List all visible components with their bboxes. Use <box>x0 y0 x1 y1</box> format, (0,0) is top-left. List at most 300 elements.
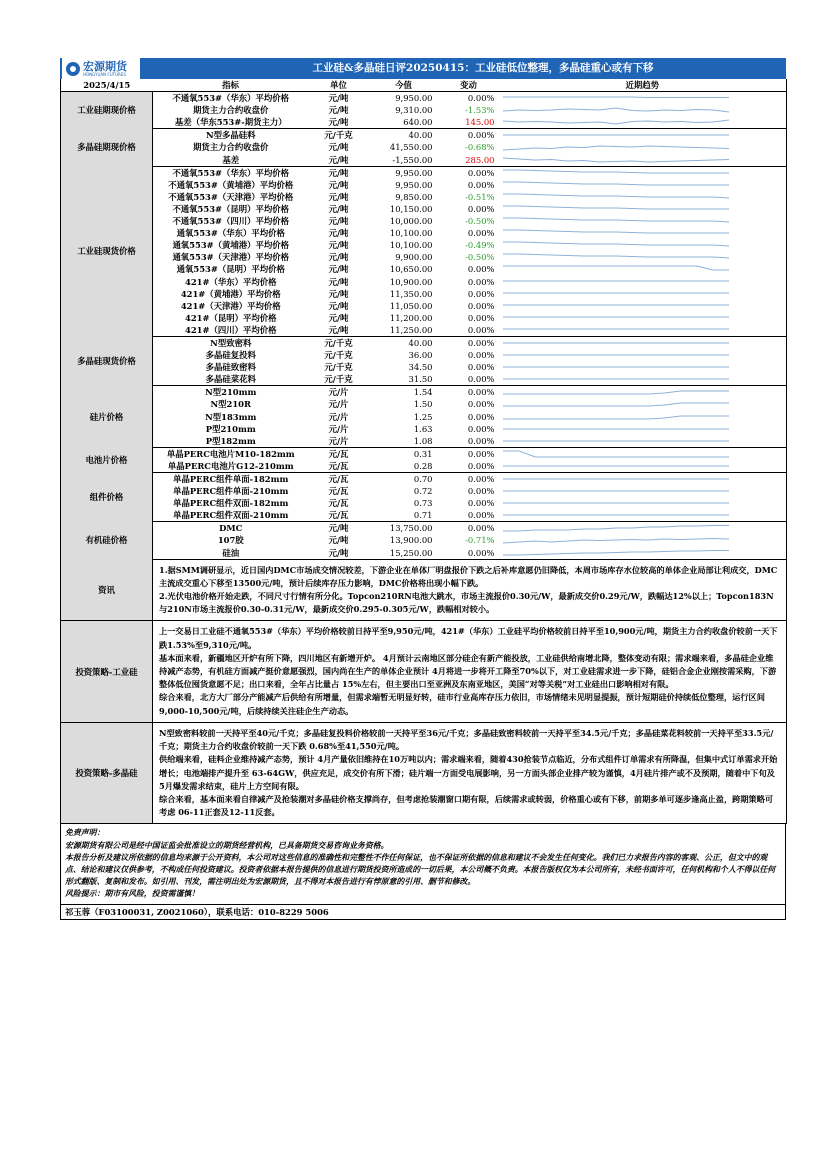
indicator-name: 421#（昆明）平均价格 <box>185 312 277 323</box>
trend-sparkline <box>499 547 787 559</box>
trend-sparkline <box>499 497 787 509</box>
indicator-name: 多晶硅致密料 <box>205 362 256 373</box>
change-cell: 0.00% <box>467 399 495 410</box>
table-row <box>61 239 787 251</box>
trend-line <box>503 550 729 555</box>
indicator-name: 单晶PERC组件单面-210mm <box>173 486 289 497</box>
table-header-row <box>61 79 787 92</box>
trend-line <box>503 194 729 198</box>
change-cell: 0.00% <box>467 167 495 178</box>
change-cell: 0.00% <box>467 93 495 104</box>
indicator-name: P型182mm <box>153 435 309 448</box>
trend-sparkline <box>499 473 787 485</box>
change-cell: -0.50% <box>465 216 495 227</box>
trend-cell <box>499 276 787 288</box>
value-cell: 9,950.00 <box>395 179 433 190</box>
indicator-name: N型183mm <box>205 411 257 422</box>
change-cell: 285.00 <box>439 154 499 167</box>
unit-cell: 元/吨 <box>328 105 349 116</box>
unit-cell: 元/千克 <box>324 350 353 361</box>
change-cell: 0.00% <box>467 350 495 361</box>
value-cell: 40.00 <box>408 130 433 141</box>
trend-cell <box>499 447 787 460</box>
trend-cell <box>499 215 787 227</box>
text-section <box>61 559 787 621</box>
trend-sparkline <box>499 215 787 227</box>
unit-cell: 元/吨 <box>328 288 349 299</box>
table-row <box>61 154 787 167</box>
trend-sparkline <box>499 276 787 288</box>
table-row <box>61 166 787 179</box>
trend-cell <box>499 203 787 215</box>
table-row <box>61 141 787 153</box>
disclaimer-title: 免责声明： <box>65 828 105 838</box>
section-paragraph: N型致密料较前一天持平至40元/千克；多晶硅复投料价格较前一天持平至36元/千克；多晶硅致密料较前一天持平至34.5元/千克；多晶硅菜花料较前一天持平至33.5元/千克；期货主力合约收盘价较前一天下跌 0.68%至41,550元/吨。 <box>159 727 774 752</box>
category-label: 组件价格 <box>61 473 153 522</box>
change-cell: 0.00% <box>439 373 499 386</box>
unit-cell: 元/片 <box>309 435 369 448</box>
trend-cell <box>499 423 787 435</box>
change-cell: -0.71% <box>465 535 495 546</box>
section-paragraph: 基本面来看，新疆地区开炉有所下降，四川地区有新增开炉。 4月预计云南地区部分硅企有新产能投放，工业硅供给南增北降，整体变动有限；需求端来看，多晶硅企业维持减产态势，有机硅方面减产挺价意愿强烈，国内尚在生产的单体企业预计 4月将进一步将开工降至70%以下，对工业硅需求进一步下降，硅铝合金企业刚按需采购，下游整体低位囤货意愿不足；出口来看，全年占比量占 15%左右，但主要出口至亚洲及东南亚地区，美国“对等关税”对工业硅出口影响相对有限。 <box>159 652 777 690</box>
trend-sparkline <box>499 239 787 251</box>
unit-cell: 元/吨 <box>328 216 349 227</box>
change-cell: 0.00% <box>467 423 495 434</box>
value-cell: 9,850.00 <box>395 191 433 202</box>
unit-cell: 元/吨 <box>328 93 349 104</box>
table-row <box>61 435 787 448</box>
value-cell: 10,150.00 <box>389 203 433 214</box>
trend-line <box>503 230 729 233</box>
trend-line <box>503 242 729 246</box>
indicator-name: 多晶硅复投料 <box>205 350 256 361</box>
trend-sparkline <box>499 104 787 116</box>
trend-cell <box>499 373 787 386</box>
indicator-name: 不通氧553#（黄埔港）平均价格 <box>168 179 294 190</box>
table-row <box>61 116 787 129</box>
trend-cell <box>499 191 787 203</box>
trend-sparkline <box>499 386 787 398</box>
value-cell: 1.63 <box>413 423 433 434</box>
trend-sparkline <box>499 154 787 166</box>
text-section <box>61 621 787 722</box>
trend-cell <box>499 460 787 473</box>
category-label: 工业硅期现价格 <box>61 92 153 129</box>
change-cell: -1.53% <box>465 105 495 116</box>
value-cell: 9,900.00 <box>395 252 433 263</box>
table-row <box>61 324 787 337</box>
trend-sparkline <box>499 349 787 361</box>
trend-cell <box>499 336 787 349</box>
trend-cell <box>499 522 787 535</box>
change-header: 变动 <box>439 79 499 92</box>
trend-sparkline <box>499 288 787 300</box>
change-cell: 0.00% <box>439 547 499 560</box>
section-label: 投资策略-多晶硅 <box>61 722 153 823</box>
trend-cell <box>499 288 787 300</box>
table-row <box>61 263 787 275</box>
trend-cell <box>499 534 787 546</box>
value-cell: 10,100.00 <box>389 240 433 251</box>
change-cell: 0.00% <box>467 179 495 190</box>
trend-line <box>503 158 729 162</box>
table-row <box>61 336 787 349</box>
indicator-name: 421#（天津港）平均价格 <box>180 300 281 311</box>
unit-cell: 元/千克 <box>324 130 353 141</box>
value-cell: 0.72 <box>413 486 433 497</box>
indicator-name: 期货主力合约收盘价 <box>193 142 269 153</box>
change-cell: 145.00 <box>439 116 499 129</box>
trend-line <box>503 218 729 222</box>
unit-cell: 元/瓦 <box>328 486 349 497</box>
trend-line <box>503 526 729 532</box>
unit-cell: 元/吨 <box>328 535 349 546</box>
change-cell: 0.00% <box>467 276 495 287</box>
value-cell: 11,050.00 <box>389 300 433 311</box>
indicator-name: P型210mm <box>205 423 256 434</box>
value-cell: 0.73 <box>413 498 433 509</box>
trend-sparkline <box>499 460 787 472</box>
table-row <box>61 547 787 560</box>
table-row <box>61 509 787 522</box>
indicator-name: N型210R <box>210 399 251 410</box>
trend-sparkline <box>499 535 787 547</box>
change-cell: 0.00% <box>467 203 495 214</box>
indicator-name: 通氧553#（华东）平均价格 <box>176 228 285 239</box>
section-paragraph: 供给端来看，硅料企业维持减产态势，预计 4月产量依旧维持在10万吨以内；需求端来看，随着430抢装节点临近，分布式组件订单需求有所降温，但集中式订单需求开始增长；电池端排产提升至 63-64GW，供应充足，成交价有所下滑；硅片端一方面受电展影响，另一方面头部企业排产较为谨慎，4月硅片排产或不及预期，随着中下旬及5月爆发需求结束，硅片上方空间有限。 <box>159 754 778 791</box>
change-cell: 0.00% <box>439 460 499 473</box>
unit-cell: 元/千克 <box>324 362 353 373</box>
report-sheet <box>60 58 786 920</box>
trend-sparkline <box>499 312 787 324</box>
unit-cell: 元/瓦 <box>328 474 349 484</box>
table-row <box>61 227 787 239</box>
value-cell: 1.08 <box>369 435 439 448</box>
trend-cell <box>499 141 787 153</box>
trend-line <box>503 391 729 394</box>
trend-cell <box>499 312 787 324</box>
value-cell: 640.00 <box>369 116 439 129</box>
section-paragraph: 综合来看，基本面来看自律减产及抢装潮对多晶硅价格支撑尚存，但考虑抢装潮窗口期有限，后续需求或转弱，价格重心或有下移，前期多单可逐步逢高止盈，跨期策略可考虑 06-11正套及12-11反套。 <box>159 793 774 818</box>
disclaimer <box>60 824 786 904</box>
table-row <box>61 179 787 191</box>
today-header: 今值 <box>369 79 439 92</box>
table-row <box>61 373 787 386</box>
trend-sparkline <box>499 337 787 349</box>
trend-line <box>503 451 729 457</box>
change-cell: 0.00% <box>467 228 495 239</box>
section-label: 投资策略-工业硅 <box>61 621 153 722</box>
value-cell: 13,750.00 <box>389 523 433 534</box>
trend-line <box>503 266 729 270</box>
value-cell: 41,550.00 <box>389 142 433 153</box>
unit-cell: 元/吨 <box>328 264 349 275</box>
table-row <box>61 203 787 215</box>
change-cell: -0.51% <box>465 191 495 202</box>
trend-sparkline <box>499 116 787 128</box>
change-cell: 0.00% <box>467 498 495 509</box>
table-row <box>61 300 787 312</box>
trend-sparkline <box>499 179 787 191</box>
trend-sparkline <box>499 263 787 275</box>
table-row <box>61 191 787 203</box>
text-section <box>61 722 787 823</box>
trend-cell <box>499 473 787 486</box>
analyst-name: 祁玉蓉 <box>65 906 91 917</box>
unit-cell: 元/吨 <box>309 116 369 129</box>
trend-sparkline <box>499 361 787 373</box>
table-row <box>61 398 787 410</box>
disclaimer-line: 本报告分析及建议所依据的信息均来源于公开资料，本公司对这些信息的准确性和完整性不作任何保证，也不保证所依据的信息和建议不会发生任何变化。我们已力求报告内容的客观、公正，但文中的观点、结论和建议仅供参考，不构成任何投资建议。投资者依据本报告提供的信息进行期货投资所造成的一切后果，本公司概不负责。本报告版权仅为本公司所有，未经书面许可，任何机构和个人不得以任何形式翻版、复制和发布。如引用、刊发，需注明出处为宏源期货，且不得对本报告进行有悖原意的引用、删节和修改。 <box>65 852 776 887</box>
trend-line <box>503 120 729 124</box>
table-row <box>61 386 787 399</box>
trend-sparkline <box>499 373 787 385</box>
unit-header: 单位 <box>309 79 369 92</box>
unit-cell: 元/吨 <box>309 547 369 560</box>
trend-sparkline <box>499 485 787 497</box>
indicator-name: 不通氧553#（四川）平均价格 <box>172 216 290 227</box>
indicator-name: 单晶PERC组件单面-182mm <box>173 474 289 484</box>
trend-cell <box>499 411 787 423</box>
indicator-name: 通氧553#（黄埔港）平均价格 <box>172 240 290 251</box>
table-row <box>61 276 787 288</box>
value-cell: 0.31 <box>413 448 433 459</box>
value-cell: 11,350.00 <box>389 288 433 299</box>
indicator-name: 单晶PERC组件双面-182mm <box>173 498 289 509</box>
change-cell: 0.00% <box>439 324 499 337</box>
value-cell: 0.28 <box>369 460 439 473</box>
change-cell: -0.68% <box>465 142 495 153</box>
trend-cell <box>499 435 787 448</box>
indicator-name: 单晶PERC电池片M10-182mm <box>166 448 295 459</box>
trend-line <box>503 254 729 258</box>
value-cell: 11,250.00 <box>369 324 439 337</box>
change-cell: 0.00% <box>467 130 495 141</box>
unit-cell: 元/吨 <box>309 154 369 167</box>
trend-cell <box>499 227 787 239</box>
disclaimer-line: 宏源期货有限公司是经中国证监会批准设立的期货经营机构，已具备期货交易咨询业务资格。 <box>65 840 389 850</box>
category-label: 电池片价格 <box>61 447 153 472</box>
section-body <box>153 722 787 823</box>
unit-cell: 元/瓦 <box>309 460 369 473</box>
trend-cell <box>499 497 787 509</box>
unit-cell: 元/片 <box>328 411 349 422</box>
change-cell: 0.00% <box>467 448 495 459</box>
value-cell: 1.50 <box>413 399 433 410</box>
unit-cell: 元/吨 <box>328 252 349 263</box>
unit-cell: 元/片 <box>328 387 349 398</box>
indicator-name: 单晶PERC电池片G12-210mm <box>153 460 309 473</box>
section-body <box>153 621 787 722</box>
change-cell: 0.00% <box>467 288 495 299</box>
trend-sparkline <box>499 142 787 154</box>
unit-cell: 元/吨 <box>309 324 369 337</box>
change-cell: 0.00% <box>467 337 495 348</box>
logo-text: 宏源期货 <box>83 59 127 73</box>
trend-cell <box>499 129 787 142</box>
change-cell: 0.00% <box>439 509 499 522</box>
table-row <box>61 411 787 423</box>
unit-cell: 元/片 <box>328 399 349 410</box>
trend-sparkline <box>499 300 787 312</box>
category-label: 工业硅现货价格 <box>61 166 153 336</box>
unit-cell: 元/瓦 <box>328 498 349 509</box>
trend-line <box>503 108 729 112</box>
trend-cell <box>499 166 787 179</box>
trend-cell <box>499 361 787 373</box>
table-row <box>61 361 787 373</box>
price-table <box>60 79 787 824</box>
unit-cell: 元/千克 <box>309 373 369 386</box>
table-row <box>61 92 787 105</box>
table-row <box>61 215 787 227</box>
value-cell: 10,650.00 <box>389 264 433 275</box>
analyst-license: （F03100031, Z0021060） <box>90 906 208 917</box>
logo-icon <box>66 62 80 76</box>
trend-sparkline <box>499 411 787 423</box>
report-title: 工业硅&多晶硅日评20250415：工业硅低位整理，多晶硅重心或有下移 <box>312 62 654 74</box>
indicator-header: 指标 <box>153 79 309 92</box>
section-label: 资讯 <box>61 559 153 621</box>
unit-cell: 元/吨 <box>328 142 349 153</box>
value-cell: 40.00 <box>408 337 433 348</box>
indicator-name: 不通氧553#（华东）平均价格 <box>172 167 290 178</box>
value-cell: 9,950.00 <box>395 93 433 104</box>
unit-cell: 元/吨 <box>328 240 349 251</box>
trend-sparkline <box>499 423 787 435</box>
trend-sparkline <box>499 191 787 203</box>
trend-sparkline <box>499 509 787 521</box>
indicator-name: 通氧553#（天津港）平均价格 <box>172 252 290 263</box>
table-row <box>61 460 787 473</box>
unit-cell: 元/瓦 <box>328 448 349 459</box>
section-paragraph: 综合来看，北方大厂部分产能减产后供给有所增量，但需求端暂无明显好转，硅市行业高库存压力依旧，市场情绪未见明显提振，预计短期硅价持续低位整理，运行区间 9,000-10,500元/吨，后续持续关注硅企生产动态。 <box>159 692 765 716</box>
trend-cell <box>499 300 787 312</box>
table-row <box>61 534 787 546</box>
value-cell: 15,250.00 <box>369 547 439 560</box>
table-row <box>61 349 787 361</box>
section-paragraph: 2.光伏电池价格开始走跌，不同尺寸行情有所分化。Topcon210RN电池大跳水，市场主流报价0.30元/W，最新成交价0.29元/W，跌幅达12%以上；Topcon183N与210N市场主流报价0.30-0.31元/W，最新成交价0.295-0.305元/W，跌幅相对较小。 <box>159 591 774 615</box>
value-cell: 9,950.00 <box>395 167 433 178</box>
unit-cell: 元/吨 <box>328 276 349 287</box>
trend-sparkline <box>499 435 787 447</box>
value-cell: -1,550.00 <box>369 154 439 167</box>
change-cell: 0.00% <box>467 387 495 398</box>
section-body <box>153 559 787 621</box>
trend-sparkline <box>499 398 787 410</box>
indicator-name: 通氧553#（昆明）平均价格 <box>176 264 285 275</box>
unit-cell: 元/片 <box>328 423 349 434</box>
unit-cell: 元/吨 <box>328 312 349 323</box>
contact-info <box>60 905 786 920</box>
date-header: 2025/4/15 <box>61 79 153 92</box>
unit-cell: 元/吨 <box>328 203 349 214</box>
trend-cell <box>499 324 787 337</box>
indicator-name: 基差 <box>153 154 309 167</box>
report-header <box>60 58 786 79</box>
value-cell: 1.25 <box>413 411 433 422</box>
value-cell: 11,200.00 <box>389 312 433 323</box>
trend-sparkline <box>499 167 787 179</box>
trend-line <box>503 403 729 406</box>
change-cell: 0.00% <box>467 312 495 323</box>
trend-cell <box>499 104 787 116</box>
change-cell: 0.00% <box>467 486 495 497</box>
trend-header: 近期趋势 <box>499 79 787 92</box>
indicator-name: 421#（四川）平均价格 <box>153 324 309 337</box>
trend-line <box>503 416 729 419</box>
trend-sparkline <box>499 92 787 104</box>
phone-number: 010-8229 5006 <box>258 906 329 917</box>
table-row <box>61 129 787 142</box>
table-row <box>61 423 787 435</box>
trend-sparkline <box>499 448 787 460</box>
category-label: 硅片价格 <box>61 386 153 447</box>
trend-cell <box>499 92 787 105</box>
trend-cell <box>499 485 787 497</box>
change-cell: -0.49% <box>465 240 495 251</box>
value-cell: 10,900.00 <box>389 276 433 287</box>
company-logo <box>62 58 140 79</box>
table-row <box>61 473 787 486</box>
indicator-name: 107胶 <box>217 535 244 546</box>
value-cell: 31.50 <box>369 373 439 386</box>
trend-cell <box>499 386 787 399</box>
change-cell: 0.00% <box>467 411 495 422</box>
indicator-name: 421#（黄埔港）平均价格 <box>180 288 281 299</box>
value-cell: 36.00 <box>408 350 433 361</box>
indicator-name: DMC <box>219 523 243 534</box>
value-cell: 10,100.00 <box>389 228 433 239</box>
value-cell: 1.54 <box>413 387 433 398</box>
unit-cell: 元/吨 <box>328 167 349 178</box>
table-row <box>61 312 787 324</box>
disclaimer-line: 风险提示：期市有风险，投资需谨慎！ <box>65 889 200 899</box>
change-cell: 0.00% <box>467 523 495 534</box>
indicator-name: 不通氧553#（天津港）平均价格 <box>168 191 294 202</box>
indicator-name: 421#（华东）平均价格 <box>185 276 277 287</box>
table-row <box>61 447 787 460</box>
trend-sparkline <box>499 324 787 336</box>
trend-line <box>503 146 729 150</box>
value-cell: 10,000.00 <box>389 216 433 227</box>
unit-cell: 元/吨 <box>328 179 349 190</box>
trend-cell <box>499 154 787 167</box>
change-cell: -0.50% <box>465 252 495 263</box>
trend-line <box>503 97 729 98</box>
table-row <box>61 288 787 300</box>
value-cell: 13,900.00 <box>389 535 433 546</box>
trend-line <box>503 170 729 173</box>
trend-cell <box>499 263 787 275</box>
indicator-name: N型210mm <box>205 387 257 398</box>
indicator-name: N型多晶硅料 <box>205 130 256 141</box>
value-cell: 0.70 <box>413 474 433 484</box>
indicator-name: 硅油 <box>153 547 309 560</box>
indicator-name: 基差（华东553#-期货主力） <box>153 116 309 129</box>
change-cell: 0.00% <box>467 474 495 484</box>
table-row <box>61 104 787 116</box>
indicator-name: 不通氧553#（昆明）平均价格 <box>172 203 290 214</box>
trend-cell <box>499 509 787 522</box>
value-cell: 0.71 <box>369 509 439 522</box>
change-cell: 0.00% <box>467 264 495 275</box>
indicator-name: 不通氧553#（华东）平均价格 <box>172 93 290 104</box>
indicator-name: 单晶PERC组件双面-210mm <box>153 509 309 522</box>
table-row <box>61 485 787 497</box>
unit-cell: 元/吨 <box>328 300 349 311</box>
indicator-name: N型致密料 <box>210 337 252 348</box>
